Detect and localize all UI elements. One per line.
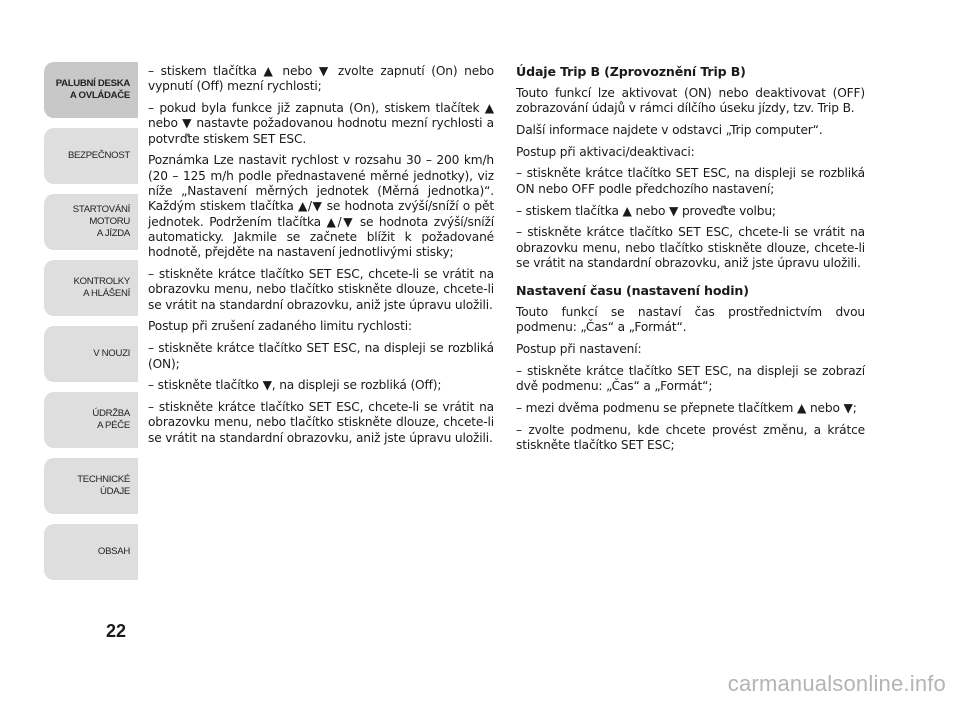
right-column (516, 64, 865, 460)
paragraph: Postup při zrušení zadaného limitu rychlosti: (148, 319, 412, 334)
paragraph: – stiskněte krátce tlačítko SET ESC, na displeji se rozbliká ON nebo OFF podle předchozího nastavení; (516, 166, 865, 196)
tab-v-nouzi[interactable]: V NOUZI (44, 326, 138, 382)
tab-obsah[interactable]: OBSAH (44, 524, 138, 580)
paragraph: – stiskněte tlačítko ▼, na displeji se rozbliká (Off); (148, 378, 442, 393)
paragraph: – mezi dvěma podmenu se přepnete tlačítkem ▲ nebo ▼; (516, 401, 857, 416)
paragraph: – stiskněte krátce tlačítko SET ESC, chcete-li se vrátit na obrazovku menu, nebo tlačítko stiskněte dlouze, chcete-li se vrátit na standardní obrazovku, aniž jste úpravu uložili. (516, 225, 865, 270)
left-column (148, 64, 494, 453)
paragraph: – zvolte podmenu, kde chcete provést změnu, a krátce stiskněte tlačítko SET ESC; (516, 422, 865, 453)
tab-kontrolky[interactable]: KONTROLKY A HLÁŠENÍ (44, 260, 138, 316)
section-heading-trip-b: Údaje Trip B (Zprovoznění Trip B) (516, 64, 746, 79)
paragraph: Postup při nastavení: (516, 342, 642, 357)
paragraph: – stiskněte krátce tlačítko SET ESC, na displeji se rozbliká (ON); (148, 341, 494, 371)
paragraph: – stiskněte krátce tlačítko SET ESC, chcete-li se vrátit na obrazovku menu, nebo tlačítko stiskněte dlouze, chcete-li se vrátit na standardní obrazovku, aniž jste úpravu uložili. (148, 400, 494, 445)
tab-technicke-udaje[interactable]: TECHNICKÉ ÚDAJE (44, 458, 138, 514)
watermark: carmanualsonline.info (727, 671, 946, 696)
section-heading-nastaveni-casu: Nastavení času (nastavení hodin) (516, 283, 749, 299)
tab-udrzba[interactable]: ÚDRŽBA A PÉČE (44, 392, 138, 448)
paragraph: Touto funkcí se nastaví čas prostřednictvím dvou podmenu: „Čas“ a „Formát“. (516, 305, 865, 335)
tab-palubni-deska[interactable]: PALUBNÍ DESKA A OVLÁDAČE (44, 62, 138, 118)
tab-bezpecnost[interactable]: BEZPEČNOST (44, 128, 138, 184)
paragraph: – stiskněte krátce tlačítko SET ESC, na displeji se zobrazí dvě podmenu: „Čas“ a „Formát“; (516, 363, 865, 394)
page-number: 22 (105, 621, 127, 641)
paragraph: – stiskem tlačítka ▲ nebo ▼ zvolte zapnutí (On) nebo vypnutí (Off) mezní rychlosti; (148, 64, 494, 94)
paragraph: Poznámka Lze nastavit rychlost v rozsahu 30 – 200 km/h (20 – 125 m/h podle přednastavené měrné jednotky), viz níže „Nastavení měrných jednotek (Měrná jednotka)“. Každým stiskem tlačítka ▲/▼ se hodnota zvýší/sníží o pět jednotek. Podržením tlačítka ▲/▼ se hodnota zvýší/sníží automaticky. Jakmile se začnete blížit k požadované hodnotě, přejděte na nastavení jednotlivými stisky; (148, 153, 494, 260)
paragraph: Touto funkcí lze aktivovat (ON) nebo deaktivovat (OFF) zobrazování údajů v rámci dílčího úseku jízdy, tzv. Trip B. (516, 85, 865, 116)
chapter-sidebar (44, 62, 138, 590)
paragraph: – pokud byla funkce již zapnuta (On), stiskem tlačítek ▲ nebo ▼ nastavte požadovanou hodnotu mezní rychlosti a potvrďte stiskem SET ESC. (148, 101, 494, 146)
paragraph: Postup při aktivaci/deaktivaci: (516, 144, 695, 159)
paragraph: – stiskem tlačítka ▲ nebo ▼ proveďte volbu; (516, 203, 776, 218)
tab-startovani-motoru[interactable]: STARTOVÁNÍ MOTORU A JÍZDA (44, 194, 138, 250)
paragraph: – stiskněte krátce tlačítko SET ESC, chcete-li se vrátit na obrazovku menu, nebo tlačítko stiskněte dlouze, chcete-li se vrátit na standardní obrazovku, aniž jste úpravu uložili. (148, 267, 494, 312)
paragraph: Další informace najdete v odstavci „Trip computer“. (516, 122, 823, 137)
